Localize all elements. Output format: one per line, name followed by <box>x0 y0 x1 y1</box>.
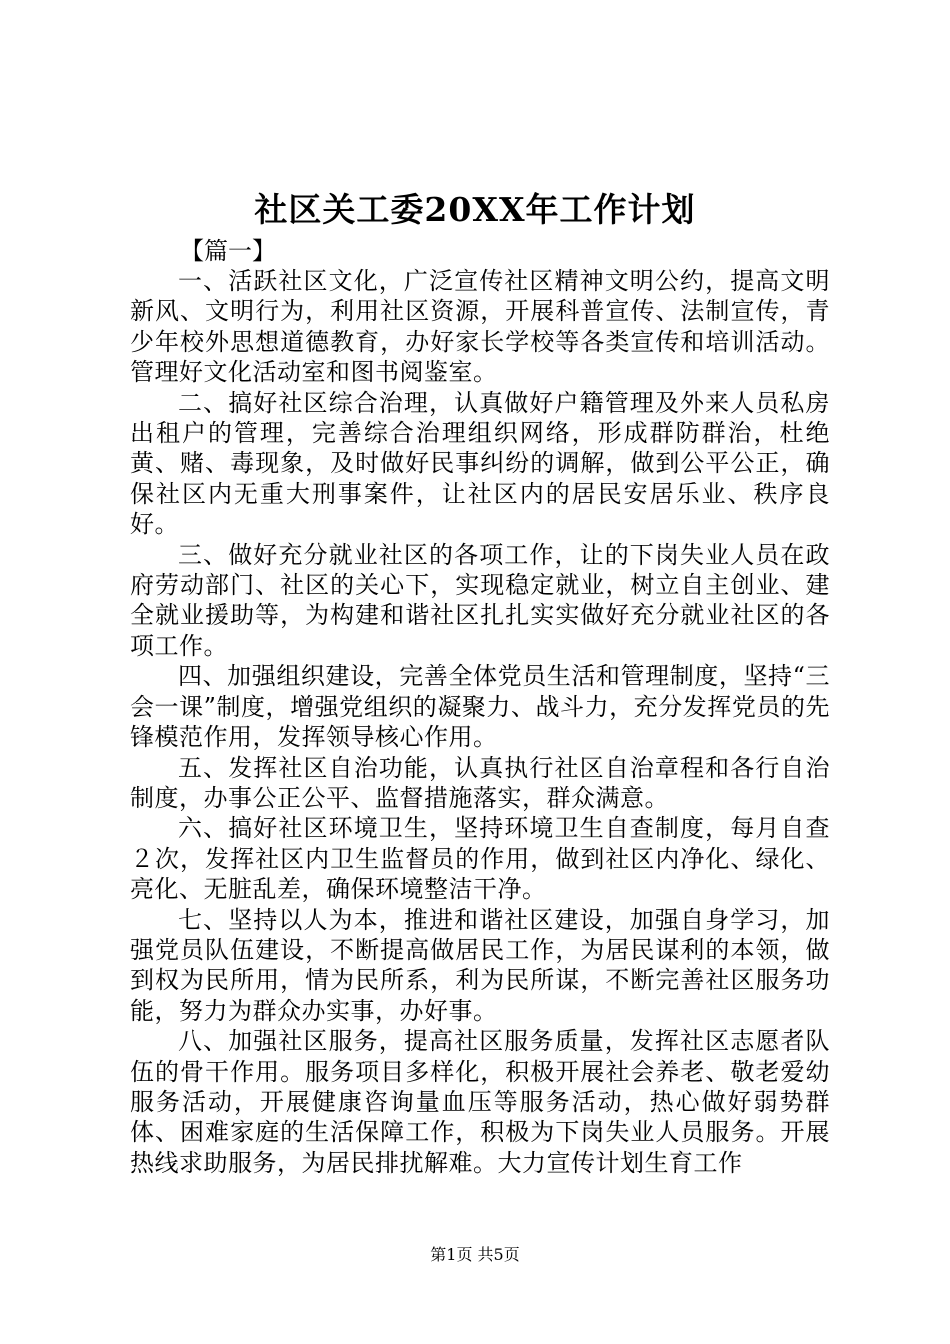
document-body <box>130 266 830 1178</box>
paragraph-1: 一、活跃社区文化，广泛宣传社区精神文明公约，提高文明新风、文明行为，利用社区资源，开展科普宣传、法制宣传，青少年校外思想道德教育，办好家长学校等各类宣传和培训活动。管理好文化活动室和图书阅鉴室。 <box>130 267 830 387</box>
document-title: 社区关工委20XX年工作计划 <box>254 190 696 229</box>
section-label: 【篇一】 <box>180 237 276 265</box>
paragraph-8: 八、加强社区服务，提高社区服务质量，发挥社区志愿者队伍的骨干作用。服务项目多样化，积极开展社会养老、敬老爱幼服务活动，开展健康咨询量血压等服务活动，热心做好弱势群体、困难家庭的生活保障工作，积极为下岗失业人员服务。开展热线求助服务，为居民排扰解难。大力宣传计划生育工作 <box>130 1027 830 1177</box>
paragraph-4: 四、加强组织建设，完善全体党员生活和管理制度，坚持“三会一课”制度，增强党组织的凝聚力、战斗力，充分发挥党员的先锋模范作用，发挥领导核心作用。 <box>130 662 830 752</box>
paragraph-7: 七、坚持以人为本，推进和谐社区建设，加强自身学习，加强党员队伍建设，不断提高做居民工作，为居民谋利的本领，做到权为民所用，情为民所系，利为民所谋，不断完善社区服务功能，努力为群众办实事，办好事。 <box>130 905 830 1025</box>
paragraph-6: 六、搞好社区环境卫生，坚持环境卫生自查制度，每月自查２次，发挥社区内卫生监督员的作用，做到社区内净化、绿化、亮化、无脏乱差，确保环境整洁干净。 <box>130 814 830 904</box>
paragraph-5: 五、发挥社区自治功能，认真执行社区自治章程和各行自治制度，办事公正公平、监督措施落实，群众满意。 <box>130 753 830 812</box>
paragraph-3: 三、做好充分就业社区的各项工作，让的下岗失业人员在政府劳动部门、社区的关心下，实现稳定就业，树立自主创业、建全就业援助等，为构建和谐社区扎扎实实做好充分就业社区的各项工作。 <box>130 540 830 660</box>
page-footer: 第1页 共5页 <box>430 1245 520 1264</box>
paragraph-2: 二、搞好社区综合治理，认真做好户籍管理及外来人员私房出租户的管理，完善综合治理组织网络，形成群防群治，杜绝黄、赌、毒现象，及时做好民事纠纷的调解，做到公平公正，确保社区内无重大刑事案件，让社区内的居民安居乐业、秩序良好。 <box>130 388 830 539</box>
